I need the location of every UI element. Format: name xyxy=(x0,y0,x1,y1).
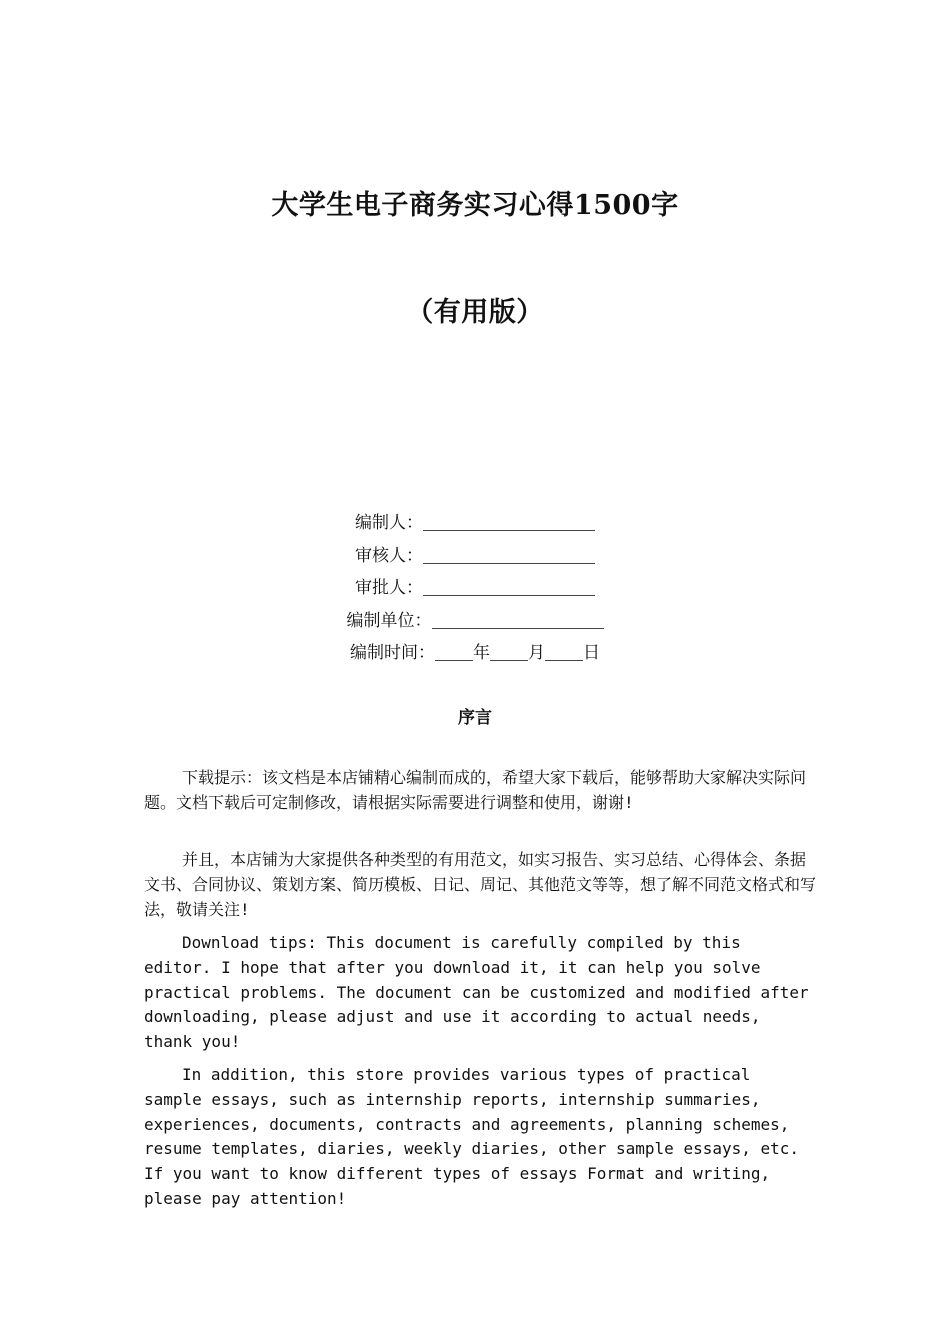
unit-label: 编制单位： xyxy=(346,610,432,631)
time-row xyxy=(0,637,950,670)
preface-heading: 序言 xyxy=(458,708,492,728)
paragraph-download-tip-zh: 下载提示：该文档是本店铺精心编制而成的，希望大家下载后，能够帮助大家解决实际问题。文档下载后可定制修改，请根据实际需要进行调整和使用，谢谢! xyxy=(144,768,807,812)
day-blank xyxy=(545,640,583,661)
document-title: 大学生电子商务实习心得1500字 xyxy=(271,190,679,221)
compiler-row xyxy=(0,507,950,540)
unit-blank xyxy=(432,608,604,629)
time-label: 编制时间： xyxy=(350,643,435,663)
meta-fields xyxy=(0,507,950,670)
reviewer-label: 审核人： xyxy=(355,545,423,566)
compiler-blank xyxy=(423,510,595,531)
day-label: 日 xyxy=(583,643,600,663)
year-blank xyxy=(435,640,473,661)
compiler-label: 编制人： xyxy=(355,513,423,533)
paragraph-store-info-en: In addition, this store provides various types of practical sample essays, such as internship reports, internship summaries, experiences, documents, contracts and agreements, planning schemes, resume templates, diaries, weekly diaries, other sample essays, etc. If you want to know different types of essays Format and writing, please pay attention! xyxy=(144,1065,800,1208)
approver-blank xyxy=(423,575,595,596)
reviewer-blank xyxy=(423,543,595,564)
year-label: 年 xyxy=(473,643,490,663)
approver-label: 审批人： xyxy=(355,578,423,598)
document-subtitle: （有用版） xyxy=(406,297,544,328)
month-label: 月 xyxy=(528,643,545,663)
month-blank xyxy=(490,640,528,661)
paragraph-download-tip-en: Download tips: This document is carefully compiled by this editor. I hope that after you download it, it can help you solve practical problems. The document can be customized and modified after downloading, please adjust and use it according to actual needs, thank you! xyxy=(144,933,809,1052)
paragraph-store-info-zh: 并且，本店铺为大家提供各种类型的有用范文，如实习报告、实习总结、心得体会、条据文书、合同协议、策划方案、简历模板、日记、周记、其他范文等等，想了解不同范文格式和写法，敬请关注! xyxy=(144,850,817,919)
unit-row xyxy=(0,605,950,638)
approver-row xyxy=(0,572,950,605)
reviewer-row xyxy=(0,540,950,573)
